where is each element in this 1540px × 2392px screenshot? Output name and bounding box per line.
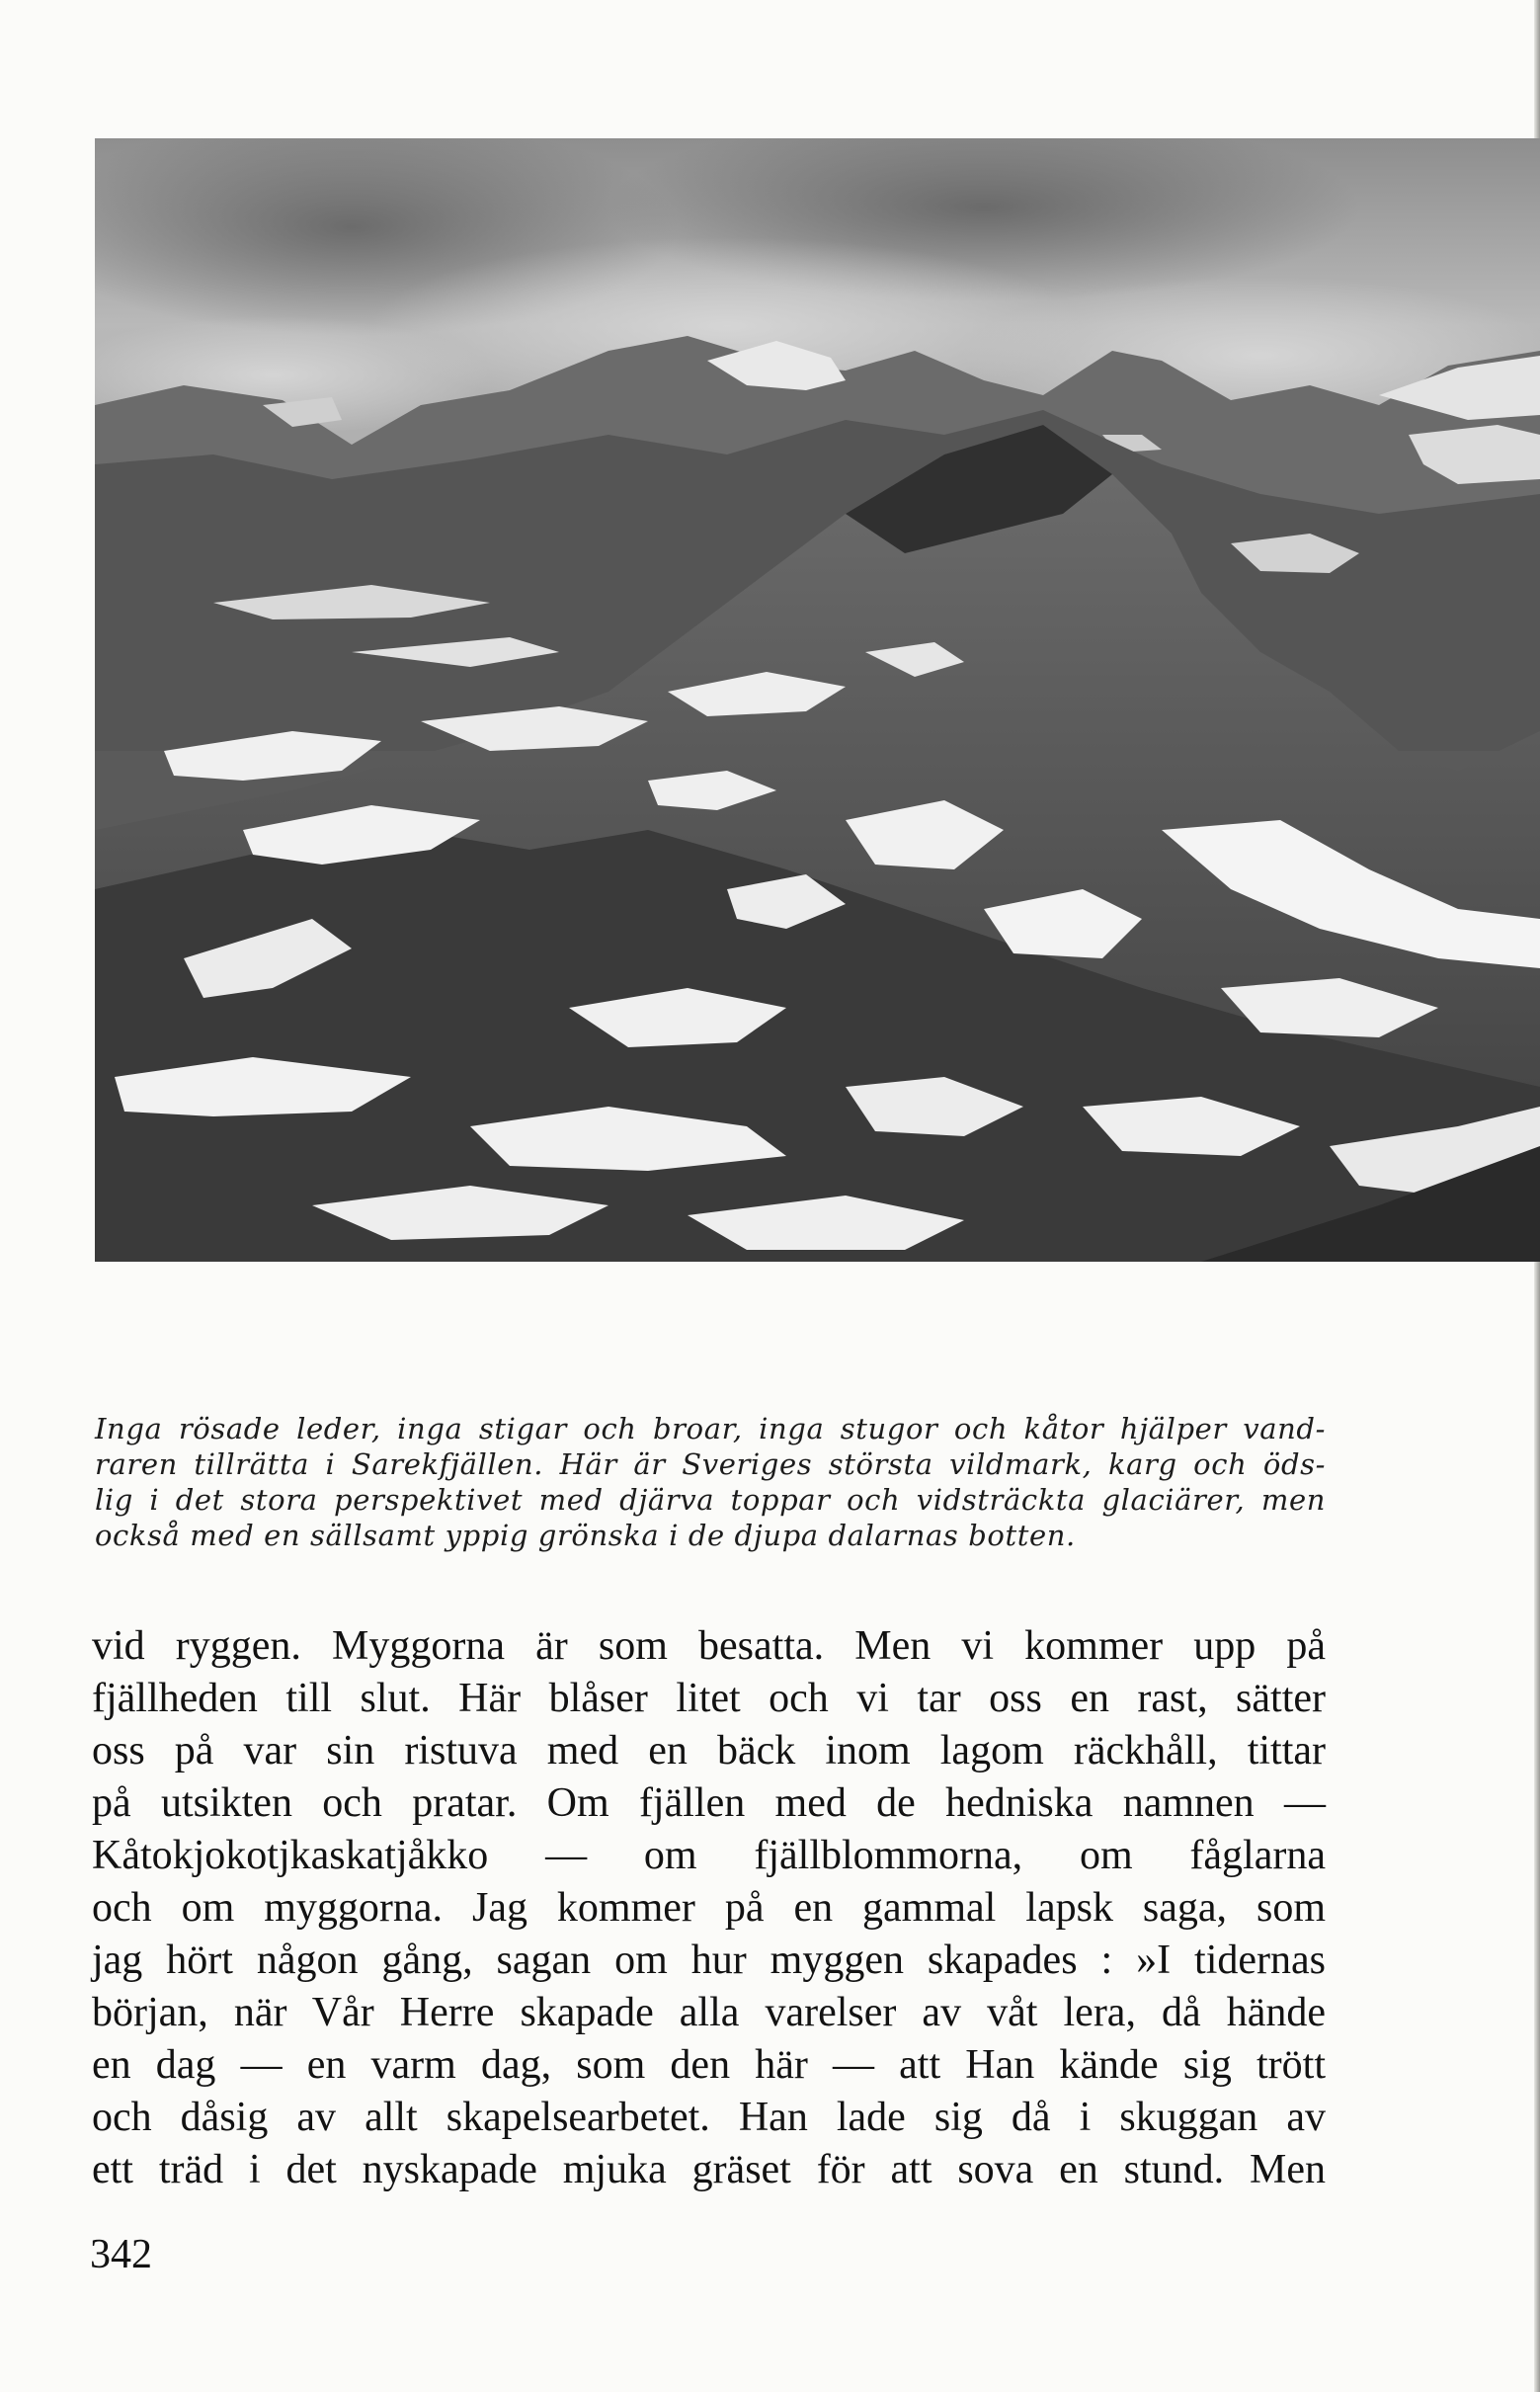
body-line: och dåsig av allt skapelsearbetet. Han lade sig då i skuggan av <box>92 2095 1326 2140</box>
page-number: 342 <box>90 2232 152 2277</box>
body-line: början, när Vår Herre skapade alla varelser av våt lera, då hände <box>92 1990 1326 2035</box>
body-line: och om myggorna. Jag kommer på en gammal lapsk saga, som <box>92 1885 1326 1931</box>
photo-caption <box>95 1411 1326 1553</box>
mountain-landscape-photo <box>95 138 1540 1262</box>
caption-line: också med en sällsamt yppig grönska i de djupa dalarnas botten. <box>95 1519 1076 1552</box>
body-line: jag hört någon gång, sagan om hur myggen skapades : »I tidernas <box>92 1938 1326 1983</box>
body-line: en dag — en varm dag, som den här — att Han kände sig trött <box>92 2042 1326 2088</box>
caption-line: Inga rösade leder, inga stigar och broar, inga stugor och kåtor hjälper vand- <box>95 1412 1326 1445</box>
body-line: oss på var sin ristuva med en bäck inom lagom räckhåll, tittar <box>92 1728 1326 1773</box>
body-line: fjällheden till slut. Här blåser litet och vi tar oss en rast, sätter <box>92 1676 1326 1721</box>
body-line: vid ryggen. Myggorna är som besatta. Men vi kommer upp på <box>92 1623 1326 1669</box>
landscape-illustration <box>95 138 1540 1262</box>
body-text <box>92 1620 1326 2196</box>
body-line: ett träd i det nyskapade mjuka gräset för att sova en stund. Men <box>92 2147 1326 2192</box>
body-line: på utsikten och pratar. Om fjällen med de hedniska namnen — <box>92 1780 1326 1826</box>
body-line: Kåtokjokotjkaskatjåkko — om fjällblommorna, om fåglarna <box>92 1833 1326 1878</box>
caption-line: lig i det stora perspektivet med djärva toppar och vidsträckta glaciärer, men <box>95 1483 1326 1517</box>
caption-line: raren tillrätta i Sarekfjällen. Här är Sveriges största vildmark, karg och öds- <box>95 1447 1326 1481</box>
